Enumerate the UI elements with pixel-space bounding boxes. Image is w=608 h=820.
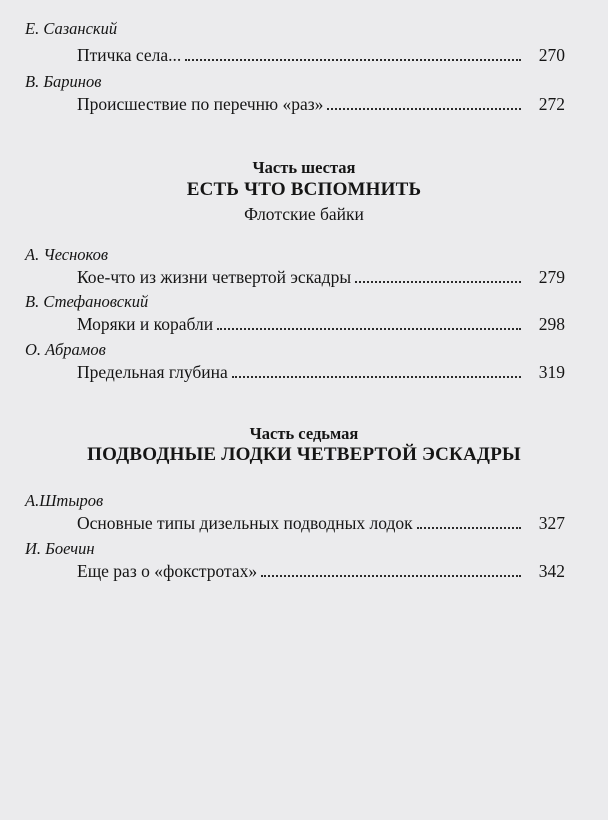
dot-leader <box>232 376 521 378</box>
toc-entry <box>77 42 565 66</box>
toc-entry <box>77 264 565 288</box>
entry-author: Е. Сазанский <box>25 19 118 38</box>
entry-author: И. Боечин <box>25 539 95 558</box>
dot-leader <box>185 59 521 61</box>
toc-entry <box>77 311 565 335</box>
entry-author: В. Баринов <box>25 72 102 91</box>
entry-page-number: 327 <box>538 513 565 533</box>
entry-author: А. Чесноков <box>25 245 109 264</box>
entry-page-number: 270 <box>538 45 565 65</box>
dot-leader <box>417 527 521 529</box>
dot-leader <box>261 575 521 577</box>
entry-page-number: 342 <box>538 561 565 581</box>
entry-title: Еще раз о «фокстротах» <box>77 561 258 581</box>
entry-title: Предельная глубина <box>77 362 228 382</box>
toc-entry <box>77 91 565 115</box>
part-subtitle: Флотские байки <box>244 204 364 224</box>
toc-entry <box>77 558 565 582</box>
entry-title: Птичка села... <box>77 45 182 65</box>
entry-author: О. Абрамов <box>25 340 106 359</box>
entry-author: А.Штыров <box>25 491 104 510</box>
part-title: ПОДВОДНЫЕ ЛОДКИ ЧЕТВЕРТОЙ ЭСКАДРЫ <box>87 444 521 465</box>
entry-page-number: 298 <box>538 314 565 334</box>
entry-author: В. Стефановский <box>25 292 149 311</box>
part-label: Часть шестая <box>252 158 356 177</box>
dot-leader <box>217 328 521 330</box>
entry-page-number: 279 <box>538 267 565 287</box>
toc-entry <box>77 510 565 534</box>
entry-title: Моряки и корабли <box>77 314 214 334</box>
part-label: Часть седьмая <box>249 424 359 443</box>
entry-title: Происшествие по перечню «раз» <box>77 94 324 114</box>
dot-leader <box>327 108 521 110</box>
part-title: ЕСТЬ ЧТО ВСПОМНИТЬ <box>186 179 422 200</box>
entry-page-number: 319 <box>538 362 565 382</box>
dot-leader <box>355 281 521 283</box>
toc-entry <box>77 359 565 383</box>
entry-page-number: 272 <box>538 94 565 114</box>
entry-title: Основные типы дизельных подводных лодок <box>77 513 413 533</box>
entry-title: Кое-что из жизни четвертой эскадры <box>77 267 352 287</box>
